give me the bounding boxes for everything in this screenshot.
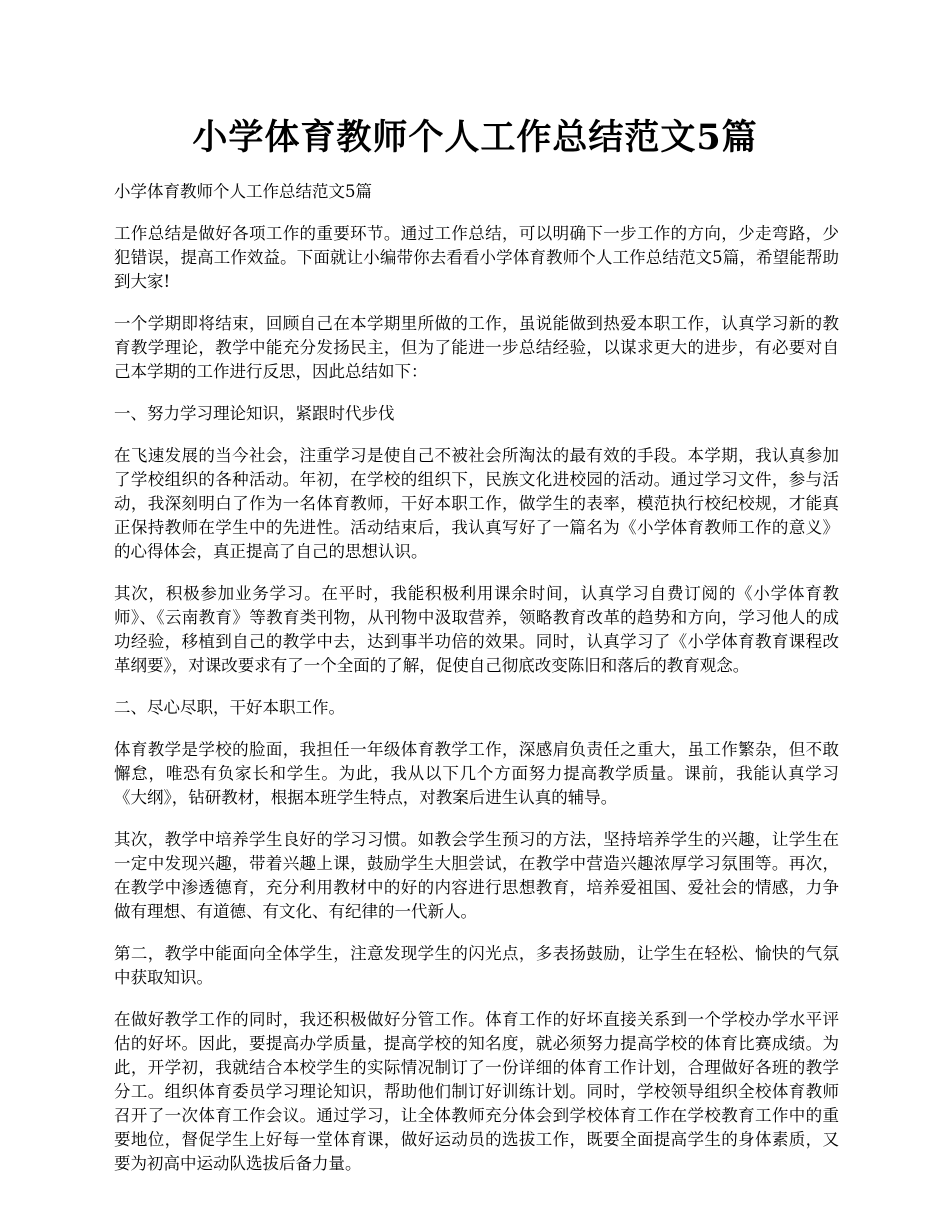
body-paragraph: 一个学期即将结束，回顾自己在本学期里所做的工作，虽说能做到热爱本职工作，认真学习新的教育教学理论，教学中能充分发扬民主，但为了能进一步总结经验，以谋求更大的进步，有必要对自己本学期的工作进行反思，因此总结如下： — [114, 314, 839, 381]
section-heading-1: 一、努力学习理论知识，紧跟时代步伐 — [114, 404, 395, 423]
intro-paragraph: 工作总结是做好各项工作的重要环节。通过工作总结，可以明确下一步工作的方向，少走弯路，少犯错误，提高工作效益。下面就让小编带你去看看小学体育教师个人工作总结范文5篇，希望能帮助到大家! — [114, 224, 839, 291]
body-paragraph: 第二，教学中能面向全体学生，注意发现学生的闪光点，多表扬鼓励，让学生在轻松、愉快的气氛中获取知识。 — [114, 944, 839, 987]
body-paragraph: 其次，教学中培养学生良好的学习习惯。如教会学生预习的方法，坚持培养学生的兴趣，让学生在一定中发现兴趣，带着兴趣上课，鼓励学生大胆尝试，在教学中营造兴趣浓厚学习氛围等。再次，在教学中渗透德育，充分利用教材中的好的内容进行思想教育，培养爱祖国、爱社会的情感，力争做有理想、有道德、有文化、有纪律的一代新人。 — [114, 830, 839, 921]
body-paragraph: 体育教学是学校的脸面，我担任一年级体育教学工作，深感肩负责任之重大，虽工作繁杂，但不敢懈怠，唯恐有负家长和学生。为此，我从以下几个方面努力提高教学质量。课前，我能认真学习《大纲》，钻研教材，根据本班学生特点，对教案后进生认真的辅导。 — [114, 740, 839, 807]
section-heading-2: 二、尽心尽职，干好本职工作。 — [114, 698, 345, 717]
body-paragraph: 在飞速发展的当今社会，注重学习是使自己不被社会所淘汰的最有效的手段。本学期，我认真参加了学校组织的各种活动。年初，在学校的组织下，民族文化进校园的活动。通过学习文件，参与活动，我深刻明白了作为一名体育教师，干好本职工作，做学生的表率，模范执行校纪校规，才能真正保持教师在学生中的先进性。活动结束后，我认真写好了一篇名为《小学体育教师工作的意义》的心得体会，真正提高了自己的思想认识。 — [114, 446, 839, 561]
document-title: 小学体育教师个人工作总结范文5篇 — [192, 117, 758, 158]
document-body — [114, 180, 839, 1194]
body-paragraph: 其次，积极参加业务学习。在平时，我能积极利用课余时间，认真学习自费订阅的《小学体育教师》、《云南教育》等教育类刊物，从刊物中汲取营养，领略教育改革的趋势和方向，学习他人的成功经验，移植到自己的教学中去，达到事半功倍的效果。同时，认真学习了《小学体育教育课程改革纲要》，对课改要求有了一个全面的了解，促使自己彻底改变陈旧和落后的教育观念。 — [114, 584, 839, 675]
document-subtitle: 小学体育教师个人工作总结范文5篇 — [114, 182, 372, 201]
body-paragraph: 在做好教学工作的同时，我还积极做好分管工作。体育工作的好坏直接关系到一个学校办学水平评估的好坏。因此，要提高办学质量，提高学校的知名度，就必须努力提高学校的体育比赛成绩。为此，开学初，我就结合本校学生的实际情况制订了一份详细的体育工作计划，合理做好各班的教学分工。组织体育委员学习理论知识，帮助他们制订好训练计划。同时，学校领导组织全校体育教师召开了一次体育工作会议。通过学习，让全体教师充分体会到学校体育工作在学校教育工作中的重要地位，督促学生上好每一堂体育课，做好运动员的选拔工作，既要全面提高学生的身体素质，又要为初高中运动队选拔后备力量。 — [114, 1010, 839, 1173]
